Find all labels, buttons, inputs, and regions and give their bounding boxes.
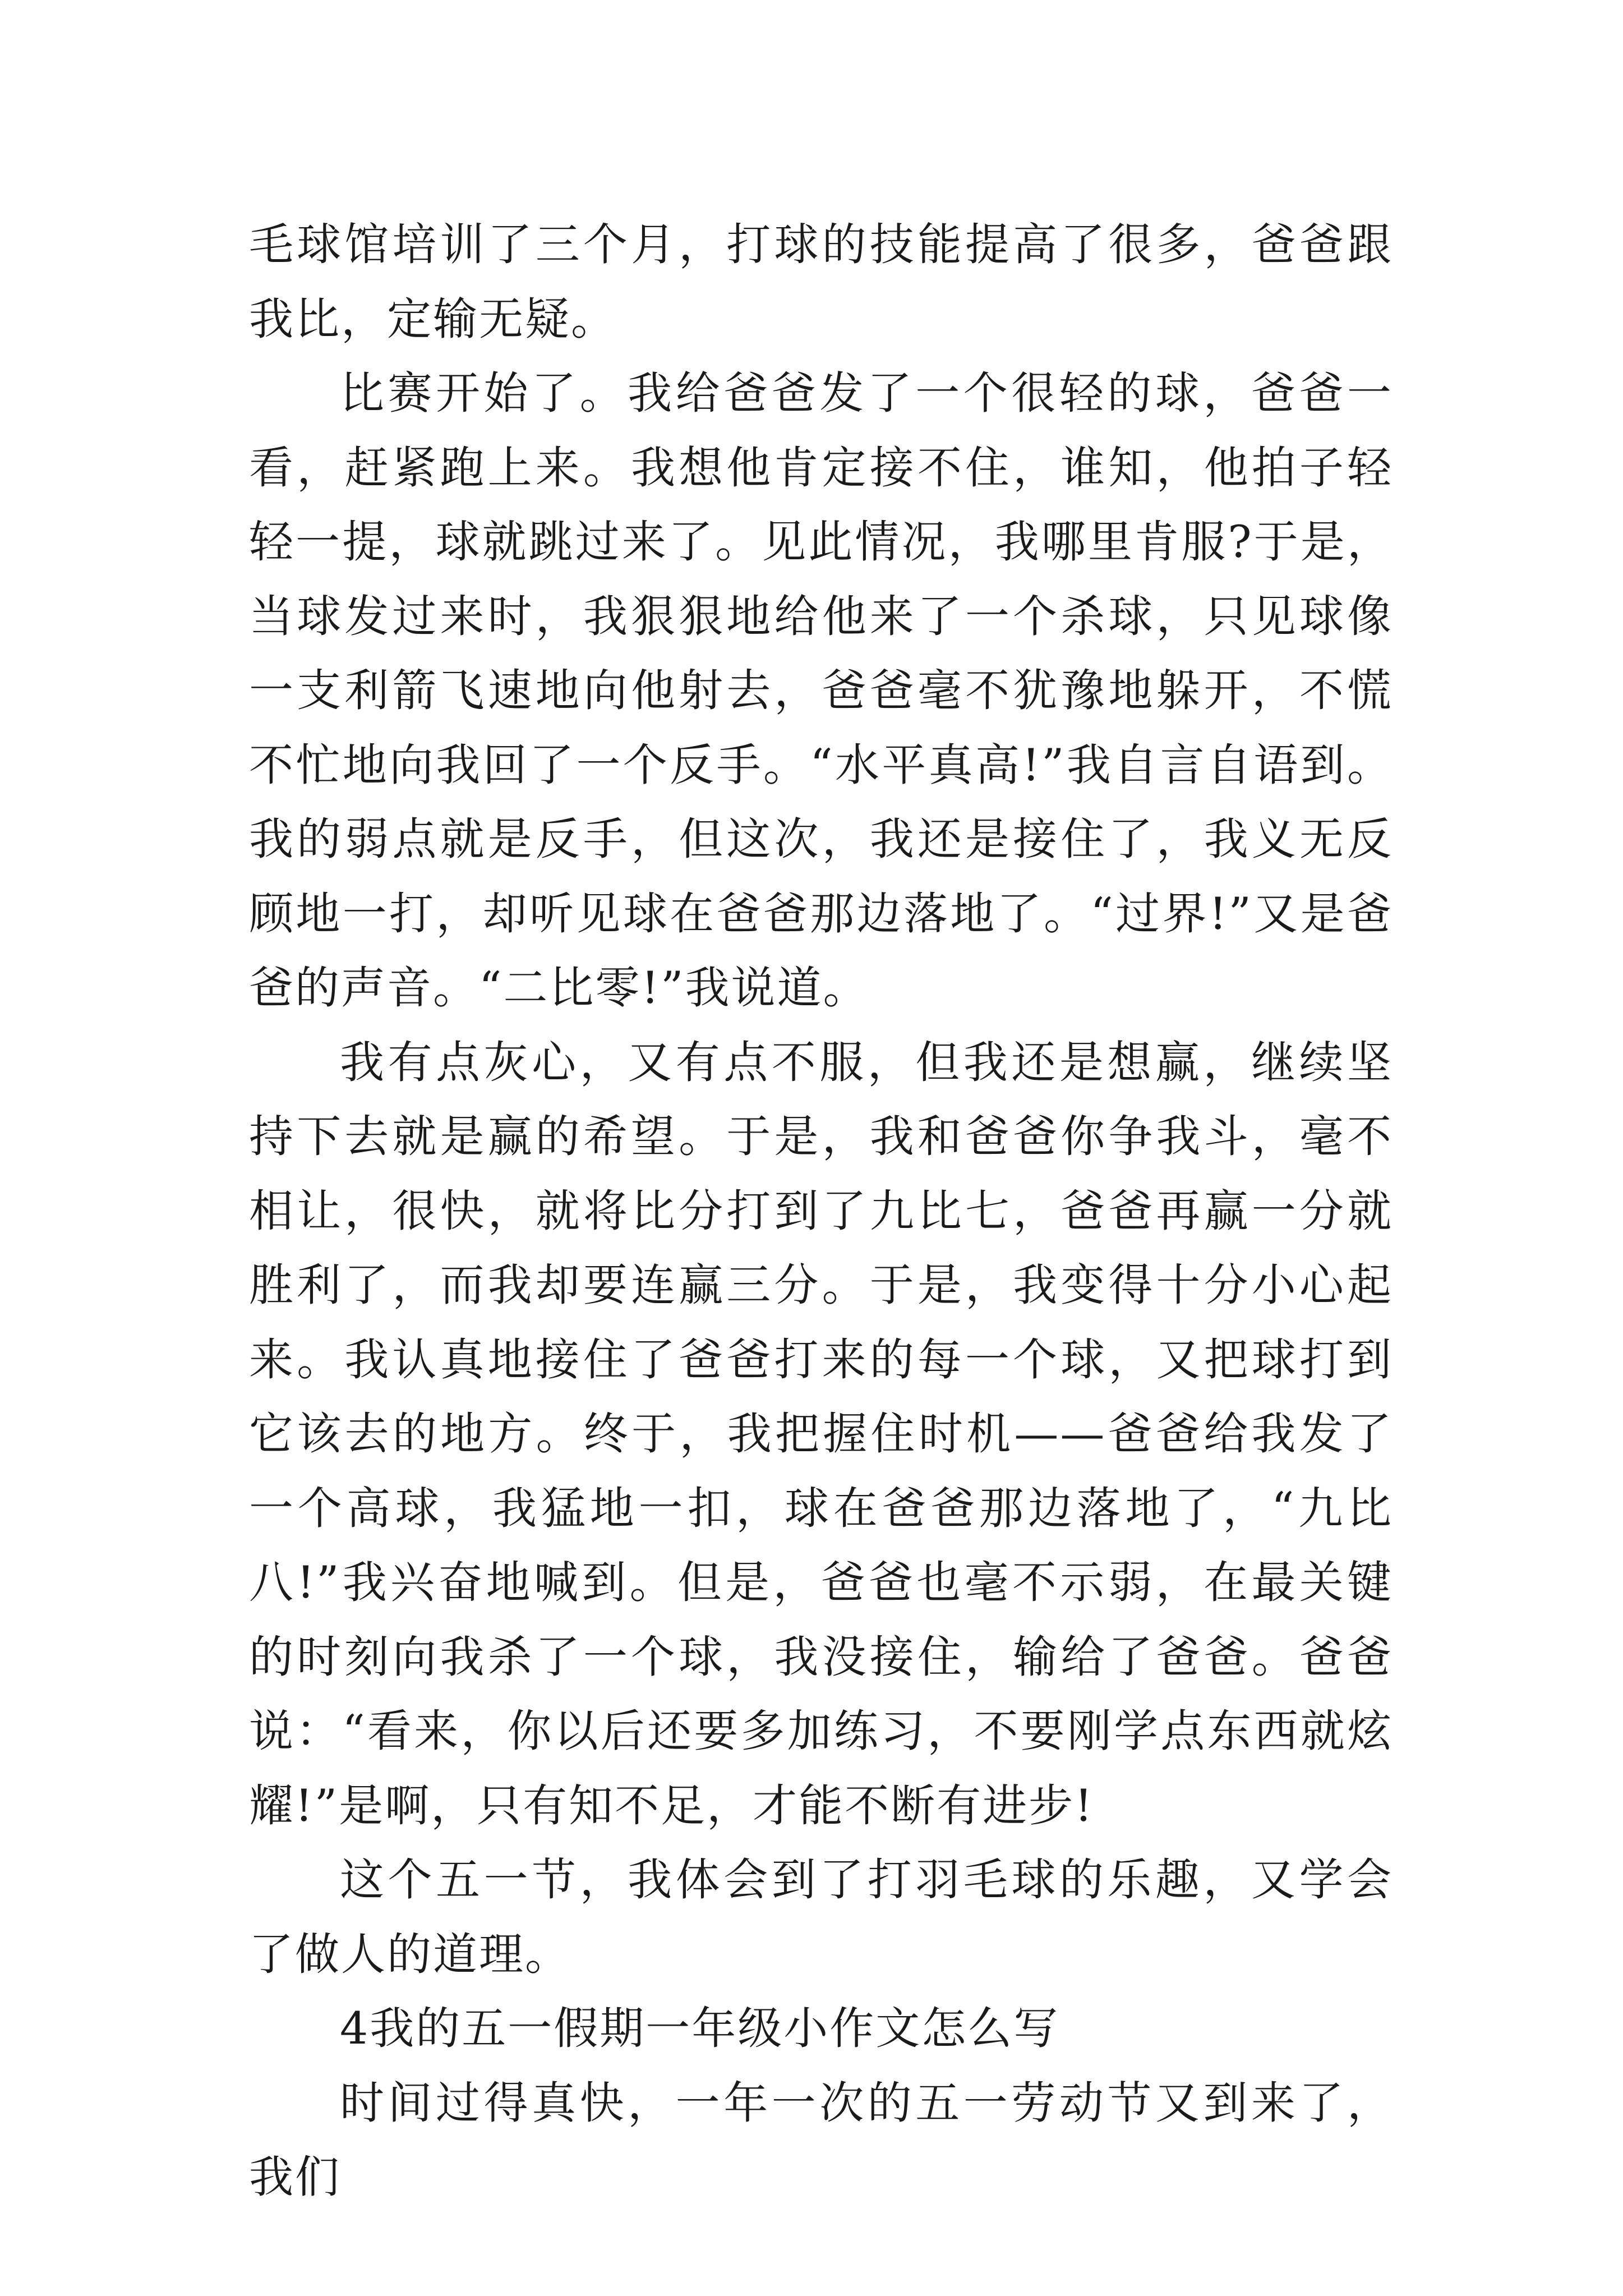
body-text xyxy=(249,208,1393,2215)
paragraph-continuation: 毛球馆培训了三个月，打球的技能提高了很多，爸爸跟我比，定输无疑。 xyxy=(249,219,1393,345)
paragraph-next-essay: 时间过得真快，一年一次的五一劳动节又到来了，我们 xyxy=(249,2077,1393,2203)
paragraph-comeback: 我有点灰心，又有点不服，但我还是想赢，继续坚持下去就是赢的希望。于是，我和爸爸你争我斗，毫不相让，很快，就将比分打到了九比七，爸爸再赢一分就胜利了，而我却要连赢三分。于是，我变得十分小心起来。我认真地接住了爸爸打来的每一个球，又把球打到它该去的地方。终于，我把握住时机——爸爸给我发了一个高球，我猛地一扣，球在爸爸那边落地了，“九比八!”我兴奋地喊到。但是，爸爸也毫不示弱，在最关键的时刻向我杀了一个球，我没接住，输给了爸爸。爸爸说：“看来，你以后还要多加练习，不要刚学点东西就炫耀!”是啊，只有知不足，才能不断有进步! xyxy=(249,1036,1393,1832)
paragraph-conclusion: 这个五一节，我体会到了打羽毛球的乐趣，又学会了做人的道理。 xyxy=(249,1854,1393,1980)
section-heading: 4我的五一假期一年级小作文怎么写 xyxy=(340,2003,1060,2054)
paragraph-match-start: 比赛开始了。我给爸爸发了一个很轻的球，爸爸一看，赶紧跑上来。我想他肯定接不住，谁知，他拍子轻轻一提，球就跳过来了。见此情况，我哪里肯服?于是，当球发过来时，我狠狠地给他来了一个杀球，只见球像一支利箭飞速地向他射去，爸爸毫不犹豫地躲开，不慌不忙地向我回了一个反手。“水平真高!”我自言自语到。我的弱点就是反手，但这次，我还是接住了，我义无反顾地一打，却听见球在爸爸那边落地了。“过界!”又是爸爸的声音。“二比零!”我说道。 xyxy=(249,367,1393,1014)
